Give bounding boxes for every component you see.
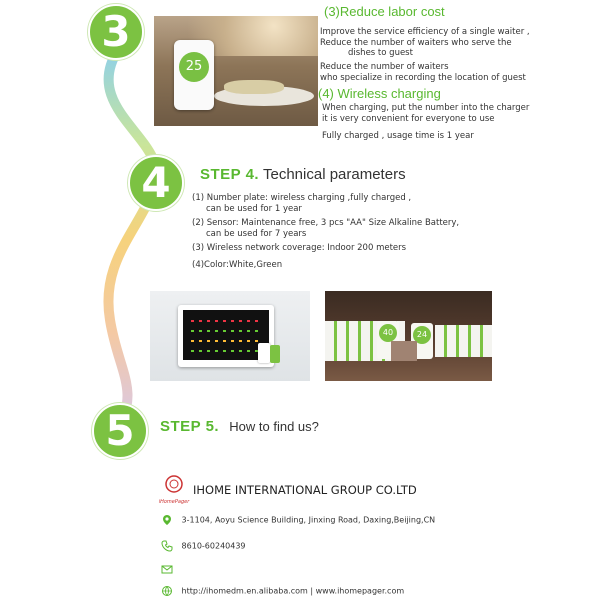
pager-device [174,40,214,110]
phone-text: 8610-60240439 [181,541,246,551]
logo-text: iHomePager [158,499,190,505]
phone-row [161,540,246,552]
param-item-2 [192,218,459,239]
pager-on-table-photo [154,16,318,126]
email-row [161,563,179,575]
pagers-row-photo [325,291,492,381]
phone-icon [161,540,173,552]
pager-24-badge: 24 [413,326,431,344]
text-line: (4)Color:White,Green [192,259,283,270]
pager-number-badge: 25 [179,52,209,82]
text-line: it is very convenient for everyone to use [322,113,495,124]
text-line: Reduce the number of waiters who serve the [320,37,512,48]
step-5-title [160,418,319,435]
company-name: IHOME INTERNATIONAL GROUP CO.LTD [193,483,417,497]
step-4-title [200,166,406,183]
param-item-1 [192,193,459,214]
step-4-label: STEP 4. [200,166,260,183]
param-item-4 [192,260,459,271]
step-3-badge: 3 [88,4,144,60]
text-line: (3) Wireless network coverage: Indoor 200 meters [192,243,407,253]
param-item-3 [192,243,459,254]
technical-parameters-list [192,193,459,270]
text-line: (2) Sensor: Maintenance free, 3 pcs "AA" Size Alkaline Battery, [192,218,460,228]
step-5-heading: How to find us? [229,419,319,434]
reduce-labor-heading: (3)Reduce labor cost [324,4,445,19]
text-line: Reduce the number of waiters [320,62,449,72]
ihome-logo [157,473,191,503]
text-line: can be used for 1 year [206,203,302,214]
step-4-heading: Technical parameters [263,166,406,183]
address-text: 3-1104, Aoyu Science Building, Jinxing Road, Daxing,Beijing,CN [181,515,436,525]
text-line: dishes to guest [348,48,413,58]
charger-box [391,341,417,361]
display-board-photo [150,291,310,381]
reduce-labor-para-1 [320,27,530,59]
reduce-labor-para-2 [320,62,526,83]
step-5-label: STEP 5. [160,418,220,435]
usage-time-text: Fully charged , usage time is 1 year [322,131,474,141]
logo-mark-icon [157,473,191,495]
text-line: who specialize in recording the location of guest [320,72,526,83]
wireless-charging-heading: (4) Wireless charging [318,86,441,101]
text-line: When charging, put the number into the charger [322,103,530,113]
text-line: (1) Number plate: wireless charging ,fully charged , [192,193,412,203]
step-5-badge: 5 [92,403,148,459]
email-icon [161,563,173,575]
website-row [161,585,404,597]
web-link-icon [161,585,173,597]
text-line: Improve the service efficiency of a single waiter , [320,27,530,37]
location-pin-icon [161,514,173,526]
address-row [161,514,435,526]
step-4-badge: 4 [128,155,184,211]
website-text[interactable]: http://ihomedm.en.alibaba.com | www.ihomepager.com [181,586,405,596]
text-line: can be used for 7 years [206,228,307,239]
wireless-charging-para [322,103,529,124]
pager-40-badge: 40 [379,324,397,342]
